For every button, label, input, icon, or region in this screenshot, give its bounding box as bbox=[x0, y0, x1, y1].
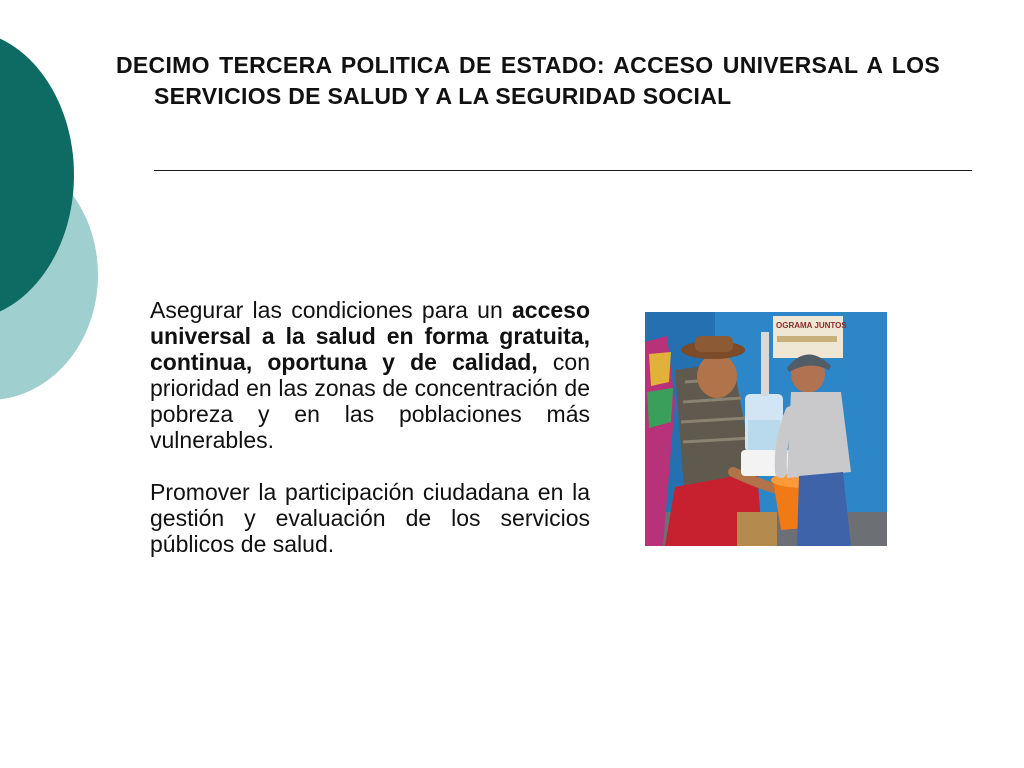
photo-crate bbox=[737, 512, 777, 546]
slide-title: DECIMO TERCERA POLITICA DE ESTADO: ACCESO UNIVERSAL A LOS SERVICIOS DE SALUD Y A LA SEGURIDAD SOCIAL bbox=[116, 52, 940, 109]
paragraph-access-emphasis: acceso universal a la salud en forma gratuita, continua, oportuna y de calidad, bbox=[150, 297, 590, 375]
paragraph-access bbox=[150, 297, 590, 453]
photo-banner bbox=[773, 316, 847, 358]
photo-banner-text: OGRAMA JUNTOS bbox=[776, 321, 847, 330]
paragraph-participation: Promover la participación ciudadana en la gestión y evaluación de los servicios públicos de salud. bbox=[150, 479, 590, 557]
title-underline bbox=[154, 170, 972, 171]
paragraph-access-rest: con prioridad en las zonas de concentración de pobreza y en las poblaciones más vulnerables. bbox=[150, 349, 590, 453]
slide-body bbox=[150, 297, 590, 583]
community-health-photo bbox=[645, 312, 887, 546]
paragraph-access-intro: Asegurar las condiciones para un bbox=[150, 297, 512, 323]
